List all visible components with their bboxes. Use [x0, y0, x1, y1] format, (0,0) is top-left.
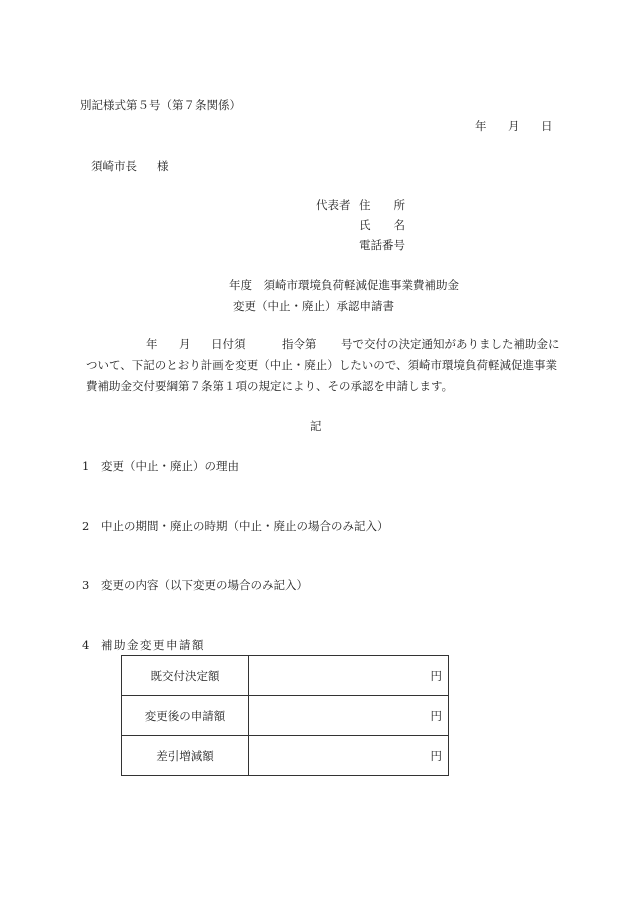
table-row: [122, 656, 449, 696]
amount-table: [121, 655, 449, 776]
name-label: 氏 名: [359, 218, 405, 232]
date-day: 日: [541, 119, 553, 133]
body-line2: ついて、下記のとおり計画を変更（中止・廃止）したいので、須崎市環境負荷軽減促進事業: [86, 358, 558, 372]
addressee-name: 須崎市長: [91, 159, 137, 173]
title-line2: 変更（中止・廃止）承認申請書: [233, 299, 394, 313]
addressee-honorific: 様: [157, 159, 169, 173]
item-1-text: 変更（中止・廃止）の理由: [101, 459, 239, 473]
table-row: [122, 736, 449, 776]
date-year: 年: [475, 119, 487, 133]
body-year: 年: [146, 337, 158, 351]
item-3-number: 3: [82, 578, 90, 592]
row-value-current[interactable]: 円: [249, 656, 449, 696]
item-2-number: 2: [82, 519, 90, 533]
address-label: 住 所: [359, 198, 405, 212]
date-month: 月: [508, 119, 520, 133]
item-3-text: 変更の内容（以下変更の場合のみ記入）: [101, 578, 308, 592]
row-label-current: 既交付決定額: [122, 656, 249, 696]
item-1-number: 1: [82, 459, 90, 473]
item-2-text: 中止の期間・廃止の時期（中止・廃止の場合のみ記入）: [101, 519, 389, 533]
body-line3: 費補助金交付要綱第７条第１項の規定により、その承認を申請します。: [86, 379, 454, 393]
title-line1: 年度 須崎市環境負荷軽減促進事業費補助金: [229, 278, 459, 292]
item-4-text: 補助金変更申請額: [101, 638, 205, 652]
phone-label: 電話番号: [359, 238, 405, 252]
form-label: 別記様式第５号（第７条関係）: [80, 98, 241, 112]
body-directive: 指令第: [282, 337, 317, 351]
ki-heading: 記: [310, 419, 322, 433]
body-date-prefix: 日付須: [211, 337, 246, 351]
item-4-number: 4: [82, 638, 90, 652]
row-value-changed[interactable]: 円: [249, 696, 449, 736]
table-row: [122, 696, 449, 736]
row-value-difference[interactable]: 円: [249, 736, 449, 776]
row-label-difference: 差引増減額: [122, 736, 249, 776]
row-label-changed: 変更後の申請額: [122, 696, 249, 736]
body-month: 月: [179, 337, 191, 351]
representative-label: 代表者: [316, 198, 351, 212]
body-line1-rest: 号で交付の決定通知がありました補助金に: [341, 337, 560, 351]
